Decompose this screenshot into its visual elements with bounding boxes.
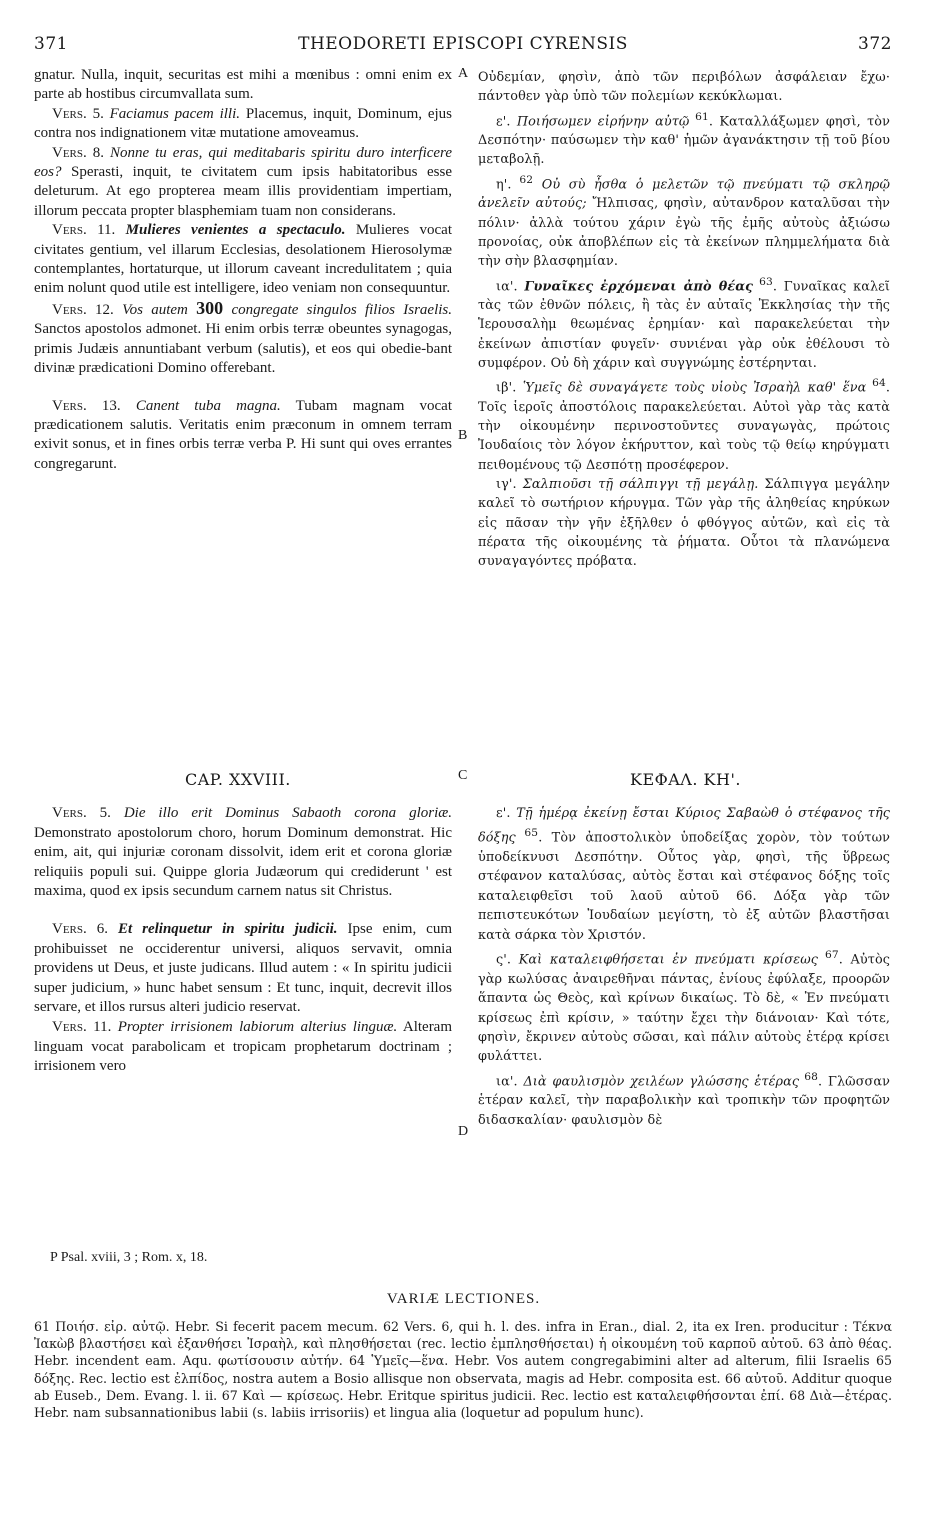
footnote: P Psal. xviii, 3 ; Rom. x, 18.: [50, 1250, 208, 1265]
greek-paragraph: ια'. Διὰ φαυλισμὸν χειλέων γλώσσης ἑτέρας $^{68}$. Γλῶσσαν ἑτέραν καλεῖ, τὴν παραβολικὴν καὶ τροπικὴν τῶν προφητῶν διδασκαλίαν· φαυλισμὸν δὲ: [478, 1069, 890, 1128]
latin-column-top: [34, 66, 452, 474]
latin-paragraph: Vers. 5. Die illo erit Dominus Sabaoth corona gloriæ. Demonstrato apostolorum choro, horum Dominum demonstrat. Hic enim, ait, qui injuriæ coronam dissolvit, idem erit et corona gloriæ reliquiis populi sui. Quippe gloria Judæorum qui crediderunt ' est maxima, quod ex ipsis secundum carnem natus sit Christus.: [34, 805, 452, 900]
page-number-left: 371: [34, 34, 68, 54]
greek-paragraph: ε'. Τῇ ἡμέρᾳ ἐκείνῃ ἔσται Κύριος Σαβαὼθ ὁ στέφανος τῆς δόξης $^{65}$. Τὸν ἀποστολικὸν ὑποδείξας χορὸν, τὸν τούτων ὑποδείκνυσι Δεσπότην. Οὗτος γὰρ, φησὶ, τῆς ὕβρεως στέφανον καταλύσας, αὐτὸς ἔσται καὶ στέφανος δόξης τοῖς καταλειφθεῖσι τοῦ λαοῦ αὐτοῦ 66. Δόξα γὰρ τῶν πεπιστευκότων Ἰουδαίων μεγίστη, τὸ ἐξ αὐτῶν βλαστῆσαι κατὰ σάρκα τὸν Χριστόν.: [478, 806, 891, 943]
greek-paragraph: ιβ'. Ὑμεῖς δὲ συναγάγετε τοὺς υἱοὺς Ἰσραὴλ καθ' ἕνα $^{64}$. Τοῖς ἱεροῖς ἀποστόλοις παρακελεύεται. Αὐτοὶ γὰρ τὰς κατὰ τὴν οἰκουμένην περινοστοῦντες συναγωγὰς, πρώτοις Ἰουδαίοις τὸν λόγον ἐκήρυττον, καὶ τοὺς τῷ θείῳ κηρύγματι πειθομένους τῷ Δεσπότῃ προσέφερον.: [478, 376, 891, 473]
greek-paragraph: ια'. Γυναῖκες ἐρχόμεναι ἀπὸ θέας $^{63}$. Γυναῖκας καλεῖ τὰς τῶν ἐθνῶν πόλεις, ἢ τὰς ἐν αὐταῖς Ἐκκλησίας τὴν τῆς Ἱερουσαλὴμ θεωμένας ἐρημίαν· καὶ παρακελεύεται τὴν ἐκείνων ἀπιστίαν φυγεῖν· συνιέναι γὰρ οὐκ ἐθέλουσι τὸ συμφέρον. Οὐ δὴ χάριν καὶ συγγνώμης ἐστέρηνται.: [478, 274, 891, 371]
latin-paragraph: gnatur. Nulla, inquit, securitas est mihi a mœnibus : omni enim ex parte ab hostibus circumvallata sum.: [34, 67, 452, 103]
greek-paragraph: ε'. Ποιήσωμεν εἰρήνην αὐτῷ $^{61}$. Καταλλάξωμεν φησὶ, τὸν Δεσπότην· παύσωμεν τὴν καθ' ἡμῶν ἀγανάκτησιν τῇ τοῦ βίου μεταβολῇ.: [478, 109, 890, 168]
chapter-heading-greek: ΚΕΦΑΛ. ΚΗ'.: [630, 770, 741, 789]
variae-lectiones-text: 61 Ποιήσ. εἰρ. αὐτῷ. Hebr. Si fecerit pacem mecum. 62 Vers. 6, qui h. l. des. infra in Eran., dial. 2, ita ex Iren. producitur : Τέκνα Ἰακὼβ βλαστήσει καὶ ἐξανθήσει Ἰσραὴλ, καὶ πλησθήσεται (rec. lectio ἐμπλησθήσεται) ἡ οἰκουμένη τοῦ καρποῦ αὐτοῦ. 63 ἀπὸ θέας. Hebr. incendent eam. Aqu. φωτίσουσιν αὐτήν. 64 Ὑμεῖς—ἕνα. Hebr. Vos autem congregabimini alter ad alterum, filii Israelis 65 δόξης. Rec. lectio est ἐλπίδος, nostra autem a Bosio allisque non observata, magis ad Hebr. composita est. 66 αὐτοῦ. Additur quoque ab Euseb., Dem. Evang. l. ii. 67 Καὶ — κρίσεως. Hebr. Eritque spiritus judicii. Rec. lectio est καταλειφθήσονται ἐπί. 68 Διὰ—ἑτέρας. Hebr. nam subsannationibus labii (s. labiis irrisoriis) et lingua alia (loquetur ad populum hunc).: [34, 1319, 892, 1421]
greek-paragraph: ς'. Καὶ καταλειφθήσεται ἐν πνεύματι κρίσεως $^{67}$. Αὐτὸς γὰρ κωλύσας ἀναιρεθῆναι πάντας, ἐνίους ἐφύλαξε, προορῶν ἅπαντα ὡς Θεὸς, καὶ κρίνων δικαίως. Τὸ δὲ, « Ἐν πνεύματι κρίσεως ἐπὶ κρίσιν, » ταύτην ἔχει τὴν διάνοιαν· Καὶ τότε, φησὶν, ἔκρινεν αὐτοὺς σῶσαι, καὶ πάλιν αὐτοὺς ἑτέρᾳ κρίσει φυλάττει.: [478, 948, 891, 1065]
latin-column-bottom: [34, 804, 452, 1077]
page-number-right: 372: [858, 34, 892, 54]
margin-letter-a: A: [458, 66, 469, 81]
greek-paragraph: ιγ'. Σαλπιοῦσι τῇ σάλπιγγι τῇ μεγάλῃ. Σάλπιγγα μεγάλην καλεῖ τὸ σωτήριον κήρυγμα. Τῶν γὰρ τῆς ἀληθείας κηρύκων εἰς πᾶσαν τὴν γῆν ἐξῆλθεν ὁ φθόγγος αὐτῶν, καὶ εἰς τὰ πέρατα τῆς οἰκουμένης τὰ ῥήματα. Οὗτοι τὰ πλανώμενα συναγαγόντες πρόβατα.: [478, 477, 891, 570]
margin-letter-d: D: [458, 1124, 469, 1139]
greek-paragraph: η'. $^{62}$ Οὐ σὺ ἦσθα ὁ μελετῶν τῷ πνεύματι τῷ σκληρῷ ἀνελεῖν αὐτούς; Ἤλπισας, φησὶν, αὐτανδρον καταλῦσαι τὴν πόλιν· ἀλλὰ τούτου χάριν ἐγὼ τῆς ἐμῆς αὐτοὺς ἀξιώσω προνοίας, οὐκ ἀποβλέπων εἰς τὰ ἐκείνων πλημμελήματα διὰ τὴν σὴν βλασφημίαν.: [478, 172, 891, 270]
latin-paragraph: Vers. 8. Nonne tu eras, qui meditabaris spiritu duro interficere eos? Sperasti, inquit, te civitatem cum ipsis habitatoribus esse deleturum. At ego propterea meam illis providentiam impertiam, illorum peccata propter blasphemiam tuam non considerans.: [34, 144, 452, 219]
latin-paragraph: Vers. 13. Canent tuba magna. Tubam magnam vocat prædicationem salutis. Veritatis enim præconum in omnem terram exivit sonus, et in fines orbis terræ verba P. Hi sunt qui oves errantes congregarunt.: [34, 397, 452, 472]
chapter-heading-latin: CAP. XXVIII.: [185, 770, 291, 789]
latin-paragraph: Vers. 11. Propter irrisionem labiorum alterius linguæ. Alteram linguam vocat parabolicam et tropicam prophetarum doctrinam ; irrisionem vero: [34, 1018, 453, 1075]
greek-column-bottom: [478, 804, 890, 1130]
column-marker: 300: [196, 297, 224, 318]
page-header: [34, 34, 892, 60]
margin-letter-c: C: [458, 768, 468, 783]
latin-paragraph: Vers. 6. Et relinquetur in spiritu judicii. Ipse enim, cum prohibuisset ne occiderentur universi, aliquos servavit, omnia providens ut Deus, et juste judicans. Illud autem : « In spiritu judicii super judicium, » hunc habet sensum : Et tunc, inquit, decrevit illos servare, et illos rursus alteri judicio reservat.: [34, 920, 452, 1016]
greek-paragraph: Οὐδεμίαν, φησὶν, ἀπὸ τῶν περιβόλων ἀσφάλειαν ἔχω· πάντοθεν γὰρ ὑπὸ τῶν πολεμίων κεκύκλωμαι.: [478, 70, 890, 105]
running-title: THEODORETI EPISCOPI CYRENSIS: [298, 34, 628, 54]
latin-paragraph: Vers. 11. Mulieres venientes a spectaculo. Mulieres vocat civitates gentium, vel illarum Ecclesias, desolationem Hierosolymæ contemplantes, hortaturque, ut illorum caveant incredulitatem ; quia enim nolunt quod utile est intelligere, ideo veniam non consequuntur.: [34, 222, 453, 297]
margin-letter-b: B: [458, 428, 468, 443]
variae-lectiones-title: VARIÆ LECTIONES.: [386, 1291, 541, 1307]
latin-paragraph: Vers. 5. Faciamus pacem illi. Placemus, inquit, Dominum, ejus contra nos indignationem vitæ mutatione amoveamus.: [34, 105, 452, 142]
greek-column-top: [478, 68, 890, 571]
latin-paragraph: Vers. 12. Vos autem 300 congregate singulos filios Israelis. Sanctos apostolos admonet. Hi enim orbis terræ obeuntes synagogas, primis Judæis annuntiabant verbum (salutis), et eos qui obedie-bant divinæ prædicationi Domino offerebant.: [34, 297, 453, 377]
